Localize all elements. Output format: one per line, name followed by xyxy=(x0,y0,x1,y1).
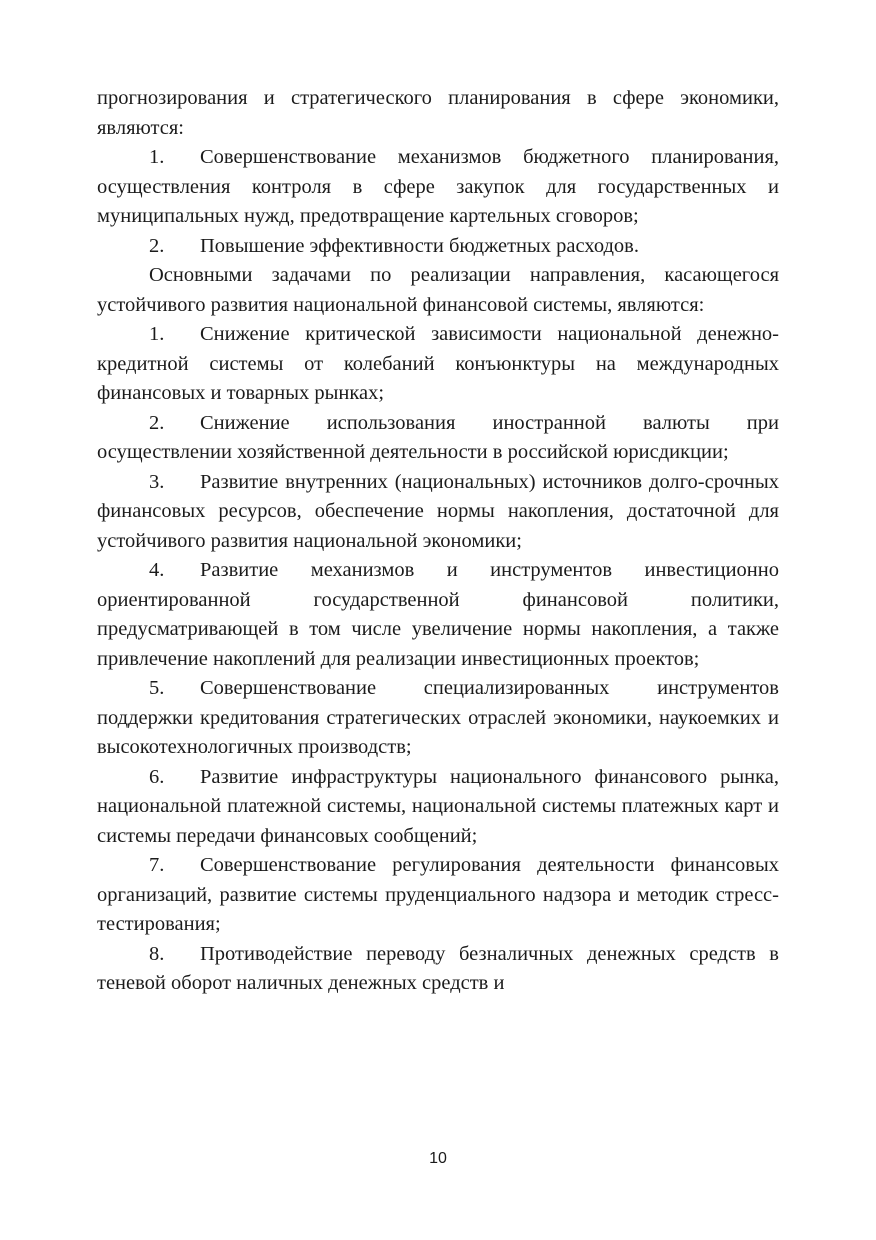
list-item-number: 5. xyxy=(149,677,165,699)
list-item xyxy=(97,674,779,763)
list-item-number: 8. xyxy=(149,942,165,965)
intro-paragraph: прогнозирования и стратегического планирования в сфере экономики, являются: xyxy=(97,87,779,139)
list-item xyxy=(97,409,779,468)
list-item-text: Совершенствование специализированных инструментов поддержки кредитования стратегических отраслей экономики, наукоемких и высокотехнологичных производств; xyxy=(97,677,779,758)
list-item xyxy=(97,851,779,940)
list-item-text: Повышение эффективности бюджетных расходов. xyxy=(200,234,639,257)
list-item xyxy=(97,468,779,557)
list-item xyxy=(97,763,779,852)
list-item-number: 2. xyxy=(149,411,165,434)
list-item-number: 2. xyxy=(149,234,165,257)
list-item-text: Снижение критической зависимости национальной денежно-кредитной системы от колебаний конъюнктуры на международных финансовых и товарных рынках; xyxy=(97,323,779,404)
list-item-text: Развитие внутренних (национальных) источников долго-срочных финансовых ресурсов, обеспечение нормы накопления, достаточной для устойчивого развития национальной экономики; xyxy=(97,470,779,552)
list-item-number: 3. xyxy=(149,470,165,493)
first-list xyxy=(97,143,779,261)
list-item-number: 4. xyxy=(149,559,165,581)
list-item-text: Развитие инфраструктуры национального финансового рынка, национальной платежной системы, национальной системы платежных карт и системы передачи финансовых сообщений; xyxy=(97,765,779,847)
list-item xyxy=(97,143,779,232)
list-item xyxy=(97,940,779,999)
list-item xyxy=(97,556,779,674)
list-item xyxy=(97,320,779,409)
list-item-number: 6. xyxy=(149,765,165,788)
list-item-text: Снижение использования иностранной валюты при осуществлении хозяйственной деятельности в российской юрисдикции; xyxy=(97,411,779,463)
list-item-number: 1. xyxy=(149,323,165,345)
list-item-text: Противодействие переводу безналичных денежных средств в теневой оборот наличных денежных средств и xyxy=(97,942,779,994)
second-list xyxy=(97,320,779,999)
list-item-text: Совершенствование механизмов бюджетного планирования, осуществления контроля в сфере закупок для государственных и муниципальных нужд, предотвращение картельных сговоров; xyxy=(97,146,779,227)
page-number: 10 xyxy=(429,1150,447,1167)
section-paragraph: Основными задачами по реализации направления, касающегося устойчивого развития национальной финансовой системы, являются: xyxy=(97,264,779,316)
list-item xyxy=(97,232,779,262)
document-body xyxy=(97,84,779,999)
list-item-number: 1. xyxy=(149,146,165,168)
list-item-number: 7. xyxy=(149,854,165,876)
list-item-text: Развитие механизмов и инструментов инвестиционно ориентированной государственной финансовой политики, предусматривающей в том числе увеличение нормы накопления, а также привлечение накоплений для реализации инвестиционных проектов; xyxy=(97,559,779,670)
list-item-text: Совершенствование регулирования деятельности финансовых организаций, развитие системы пруденциального надзора и методик стресс-тестирования; xyxy=(97,854,779,935)
